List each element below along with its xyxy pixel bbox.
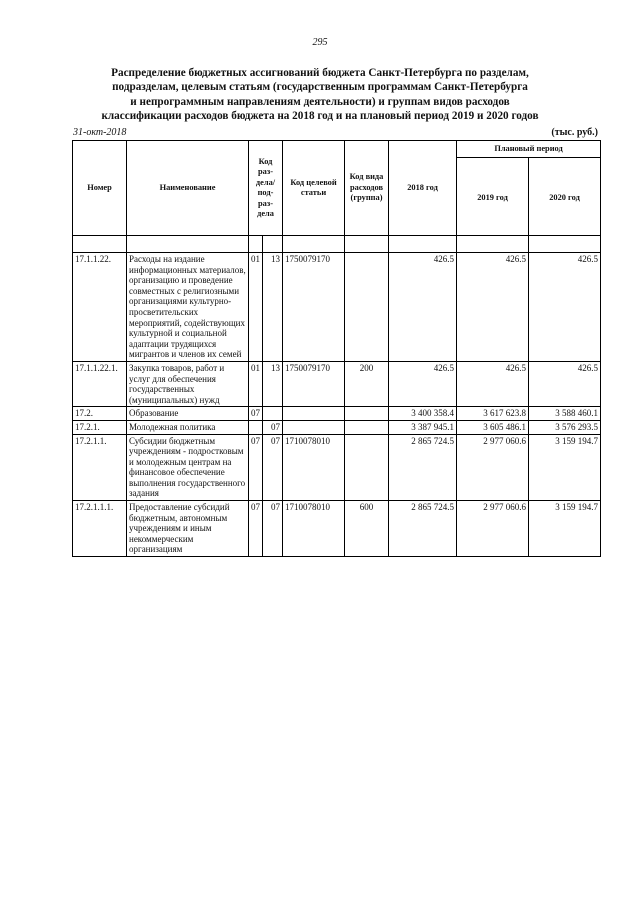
row-expense-type	[345, 253, 389, 362]
header-section: Код раз-дела/ под-раз-дела	[249, 141, 283, 236]
row-expense-type	[345, 434, 389, 501]
header-expense-type: Код вида расходов (группа)	[345, 141, 389, 236]
row-name: Субсидии бюджетным учреждениям - подростковым и молодежным центрам на финансовое обеспечение выполнения государственного задания	[127, 434, 249, 501]
row-2019: 2 977 060.6	[457, 501, 529, 557]
row-expense-type	[345, 407, 389, 421]
row-2019: 2 977 060.6	[457, 434, 529, 501]
row-2020: 426.5	[529, 253, 601, 362]
table-row	[73, 407, 601, 421]
row-section: 07	[249, 434, 263, 501]
row-2019: 3 617 623.8	[457, 407, 529, 421]
row-name: Молодежная политика	[127, 420, 249, 434]
row-2018: 3 400 358.4	[389, 407, 457, 421]
row-number: 17.2.1.1.1.	[73, 501, 127, 557]
row-2019: 426.5	[457, 253, 529, 362]
row-section: 01	[249, 253, 263, 362]
table-row	[73, 420, 601, 434]
page-number: 295	[312, 37, 328, 48]
row-target: 1710078010	[283, 434, 345, 501]
row-2019: 3 605 486.1	[457, 420, 529, 434]
row-2018: 2 865 724.5	[389, 501, 457, 557]
row-subsection: 07	[263, 501, 283, 557]
row-target	[283, 420, 345, 434]
row-2020: 426.5	[529, 361, 601, 406]
row-target: 1750079170	[283, 361, 345, 406]
row-2020: 3 159 194.7	[529, 501, 601, 557]
row-subsection: 07	[263, 434, 283, 501]
spacer-row	[73, 236, 601, 253]
row-number: 17.2.1.	[73, 420, 127, 434]
title-line: Распределение бюджетных ассигнований бюджета Санкт-Петербурга по разделам,	[111, 67, 529, 79]
row-2018: 426.5	[389, 253, 457, 362]
row-subsection: 13	[263, 253, 283, 362]
title-line: и непрограммным направлениям деятельности) и группам видов расходов	[130, 95, 510, 108]
row-section: 07	[249, 407, 263, 421]
row-subsection	[263, 407, 283, 421]
header-name: Наименование	[127, 141, 249, 236]
row-2018: 2 865 724.5	[389, 434, 457, 501]
row-subsection: 13	[263, 361, 283, 406]
row-number: 17.2.	[73, 407, 127, 421]
table-row	[73, 253, 601, 362]
row-expense-type: 600	[345, 501, 389, 557]
row-number: 17.2.1.1.	[73, 434, 127, 501]
table-row	[73, 501, 601, 557]
row-2019: 426.5	[457, 361, 529, 406]
row-2020: 3 159 194.7	[529, 434, 601, 501]
header-target: Код целевой статьи	[283, 141, 345, 236]
title-line: подразделам, целевым статьям (государственным программам Санкт-Петербурга	[112, 81, 528, 94]
row-name: Закупка товаров, работ и услуг для обеспечения государственных (муниципальных) нужд	[127, 361, 249, 406]
budget-table	[72, 140, 601, 557]
row-2020: 3 588 460.1	[529, 407, 601, 421]
row-section: 07	[249, 501, 263, 557]
title-line: классификации расходов бюджета на 2018 год и на плановый период 2019 и 2020 годов	[101, 110, 539, 123]
header-planned-period: Плановый период	[457, 141, 601, 158]
header-2018: 2018 год	[389, 141, 457, 236]
row-expense-type: 200	[345, 361, 389, 406]
row-section	[249, 420, 263, 434]
row-target	[283, 407, 345, 421]
table-row	[73, 361, 601, 406]
document-date: 31-окт-2018	[73, 127, 127, 138]
row-target: 1750079170	[283, 253, 345, 362]
row-name: Образование	[127, 407, 249, 421]
row-name: Предоставление субсидий бюджетным, автономным учреждениям и иным некоммерческим организациям	[127, 501, 249, 557]
row-subsection: 07	[263, 420, 283, 434]
row-name: Расходы на издание информационных материалов, организацию и проведение совместных с религиозными организациями культурно-просветительских мероприятий, содействующих культурной и социальной адаптации трудящихся мигрантов и членов их семей	[127, 253, 249, 362]
row-number: 17.1.1.22.1.	[73, 361, 127, 406]
row-2018: 426.5	[389, 361, 457, 406]
row-expense-type	[345, 420, 389, 434]
row-number: 17.1.1.22.	[73, 253, 127, 362]
row-2020: 3 576 293.5	[529, 420, 601, 434]
row-2018: 3 387 945.1	[389, 420, 457, 434]
units-label: (тыс. руб.)	[551, 127, 598, 138]
row-section: 01	[249, 361, 263, 406]
header-row	[73, 141, 601, 158]
header-2020: 2020 год	[529, 158, 601, 236]
row-target: 1710078010	[283, 501, 345, 557]
header-2019: 2019 год	[457, 158, 529, 236]
document-title	[40, 66, 600, 124]
header-number: Номер	[73, 141, 127, 236]
table-row	[73, 434, 601, 501]
